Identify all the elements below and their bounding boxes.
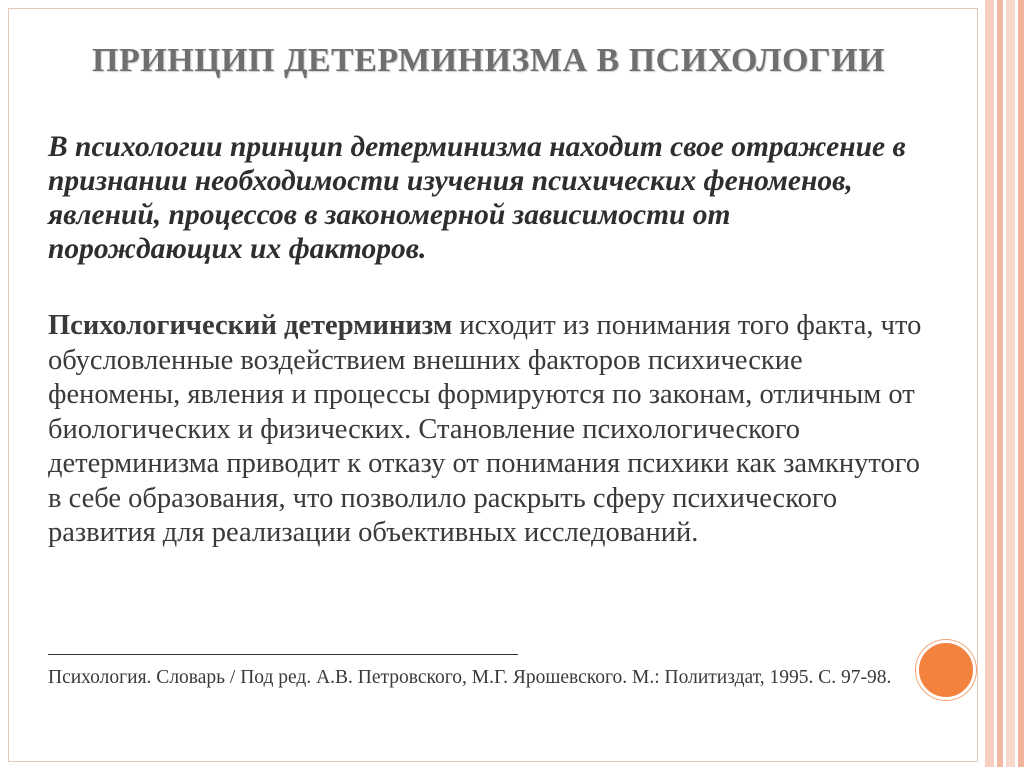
footnote-divider <box>48 654 518 655</box>
definition-paragraph <box>48 309 938 551</box>
slide-title: ПРИНЦИП ДЕТЕРМИНИЗМА В ПСИХОЛОГИИ <box>92 42 886 79</box>
stripe <box>997 0 1003 767</box>
stripe <box>1006 0 1015 767</box>
stripe <box>985 0 994 767</box>
intro-paragraph: В психологии принцип детерминизма находит свое отражение в признании необходимости изучения психических феноменов, явлений, процессов в закономерной зависимости от порождающих их факторов. <box>48 131 906 265</box>
definition-text: исходит из понимания того факта, что обусловленные воздействием внешних факторов психические феномены, явления и процессы формируются по законам, отличным от биологических и физических. Становление психологического детерминизма приводит к отказу от понимания психики как замкнутого в себе образования, что позволило раскрыть сферу психического развития для реализации объективных исследований. <box>48 310 922 548</box>
decorative-circle <box>916 640 976 700</box>
decorative-stripes <box>985 0 1024 767</box>
stripe <box>1018 0 1024 767</box>
reference-citation: Психология. Словарь / Под ред. А.В. Петровского, М.Г. Ярошевского. М.: Политиздат, 1995. С. 97-98. <box>48 667 892 688</box>
definition-term: Психологический детерминизм <box>48 310 453 341</box>
